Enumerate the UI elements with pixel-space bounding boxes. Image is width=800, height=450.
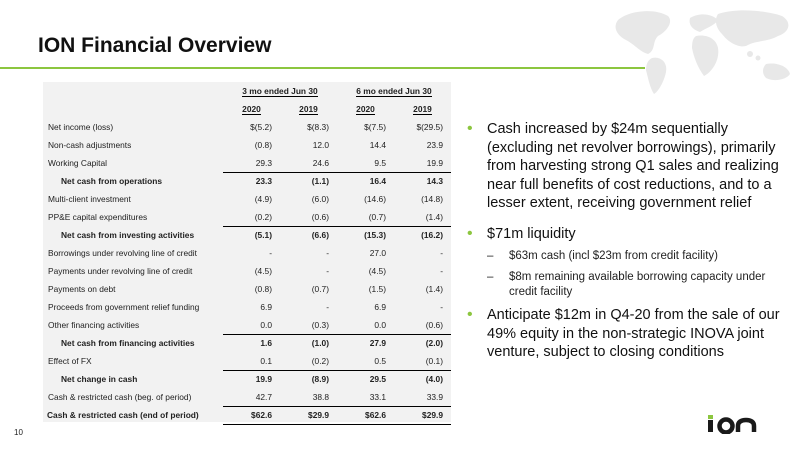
- cash-flow-table: [43, 82, 451, 425]
- year-header: 2019: [299, 104, 318, 114]
- table-row: [43, 226, 451, 244]
- table-row: [43, 118, 451, 136]
- row-value: 6.9: [260, 302, 272, 312]
- row-label: Working Capital: [48, 158, 107, 168]
- row-label: Cash & restricted cash (beg. of period): [48, 392, 192, 402]
- row-value: 0.5: [374, 355, 386, 366]
- table-row: [43, 172, 451, 190]
- world-map-graphic: [600, 2, 800, 97]
- row-value: 23.9: [426, 140, 443, 150]
- table-row: [43, 334, 451, 352]
- row-value: 16.4: [337, 172, 394, 190]
- table-row: [43, 208, 451, 226]
- row-value: 38.8: [312, 391, 329, 402]
- row-value: (4.0): [394, 370, 451, 388]
- year-header: 2020: [242, 104, 261, 114]
- row-value: 27.0: [369, 248, 386, 258]
- row-value: -: [440, 266, 443, 276]
- row-value: (6.0): [311, 194, 329, 204]
- row-label: Non-cash adjustments: [48, 140, 132, 150]
- row-value: 19.9: [426, 157, 443, 168]
- row-value: (14.8): [421, 194, 443, 204]
- table-row: [43, 244, 451, 262]
- sub-bullet-borrowing-capacity: [467, 270, 787, 300]
- row-value: (8.9): [280, 370, 337, 388]
- row-value: (6.6): [280, 226, 337, 244]
- table-row: [43, 298, 451, 316]
- row-value: 14.3: [394, 172, 451, 190]
- title-underline: [0, 67, 645, 69]
- bullet-dot: •: [467, 120, 473, 137]
- row-value: (4.5): [368, 266, 386, 276]
- row-value: 9.5: [374, 157, 386, 168]
- row-value: (2.0): [394, 334, 451, 352]
- row-value: (1.4): [425, 284, 443, 294]
- row-value: $29.9: [394, 406, 451, 424]
- row-label: Other financing activities: [48, 320, 140, 330]
- row-value: (4.9): [254, 194, 272, 204]
- row-label: Multi-client investment: [48, 194, 131, 204]
- table-row: [43, 190, 451, 208]
- sub-bullet-dash: –: [487, 271, 494, 283]
- row-value: -: [326, 248, 329, 258]
- table-row: [43, 352, 451, 370]
- row-value: 0.0: [374, 319, 386, 330]
- row-value: (1.0): [280, 334, 337, 352]
- bullet-text: Anticipate $12m in Q4-20 from the sale of our 49% equity in the non-strategic INOVA joint venture, subject to closing conditions: [487, 307, 780, 360]
- row-value: (16.2): [394, 226, 451, 244]
- row-value: $(8.3): [307, 122, 329, 132]
- row-value: 0.0: [260, 319, 272, 330]
- group-header-3mo: 3 mo ended Jun 30: [242, 86, 318, 96]
- row-value: 6.9: [374, 302, 386, 312]
- row-label: Net change in cash: [61, 374, 138, 384]
- row-value: (0.6): [311, 211, 329, 222]
- row-label: Payments under revolving line of credit: [48, 266, 193, 276]
- table-row: [43, 316, 451, 334]
- row-value: 23.3: [223, 172, 280, 190]
- row-label: Net cash from financing activities: [61, 338, 195, 348]
- row-value: (4.5): [254, 266, 272, 276]
- bullet-text: $71m liquidity: [487, 225, 576, 242]
- bullet-cash-increase: [467, 120, 787, 213]
- group-header-6mo: 6 mo ended Jun 30: [356, 86, 432, 96]
- row-value: (1.4): [425, 211, 443, 222]
- row-label: Cash & restricted cash (end of period): [47, 410, 199, 420]
- table-row: [43, 154, 451, 172]
- row-value: $62.6: [223, 406, 280, 424]
- row-label: Net cash from operations: [61, 176, 162, 186]
- bullet-dot: •: [467, 224, 473, 242]
- row-value: 14.4: [369, 140, 386, 150]
- row-value: 12.0: [312, 140, 329, 150]
- row-value: 33.9: [426, 391, 443, 402]
- sub-bullet-cash: [467, 249, 787, 264]
- year-header: 2019: [413, 104, 432, 114]
- row-value: $(29.5): [416, 122, 443, 132]
- row-value: (0.1): [425, 355, 443, 366]
- table-row: [43, 262, 451, 280]
- row-value: 42.7: [255, 391, 272, 402]
- row-value: $(7.5): [364, 122, 386, 132]
- page-number: 10: [14, 428, 23, 437]
- row-value: (15.3): [337, 226, 394, 244]
- row-value: (1.1): [280, 172, 337, 190]
- cash-flow-table-panel: [43, 82, 451, 422]
- year-header: 2020: [356, 104, 375, 114]
- row-value: (0.8): [254, 284, 272, 294]
- row-value: -: [269, 248, 272, 258]
- row-value: (1.5): [368, 284, 386, 294]
- table-row: [43, 406, 451, 424]
- row-value: 33.1: [369, 391, 386, 402]
- row-value: 19.9: [223, 370, 280, 388]
- row-value: $(5.2): [250, 122, 272, 132]
- table-row: [43, 388, 451, 406]
- sub-bullet-dash: –: [487, 250, 494, 262]
- row-value: -: [326, 266, 329, 276]
- row-label: Effect of FX: [48, 356, 92, 366]
- key-points-list: [467, 120, 787, 362]
- row-value: (0.6): [425, 319, 443, 330]
- row-label: Payments on debt: [48, 284, 116, 294]
- row-value: -: [440, 302, 443, 312]
- row-value: (5.1): [223, 226, 280, 244]
- table-row: [43, 280, 451, 298]
- page-title: ION Financial Overview: [38, 34, 272, 57]
- row-value: 27.9: [337, 334, 394, 352]
- sub-bullet-text: $63m cash (incl $23m from credit facility): [509, 250, 718, 262]
- row-value: $29.9: [280, 406, 337, 424]
- row-label: Net income (loss): [48, 122, 114, 132]
- row-value: 0.1: [260, 355, 272, 366]
- bullet-text: Cash increased by $24m sequentially (excluding net revolver borrowings), primarily from harvesting strong Q1 sales and realizing near full benefits of cost reductions, and to a lesser extent, receiving government relief: [487, 121, 779, 211]
- bullet-liquidity: [467, 225, 787, 244]
- row-value: (0.7): [311, 284, 329, 294]
- row-value: -: [440, 248, 443, 258]
- bullet-inova-sale: [467, 306, 787, 362]
- row-value: (0.2): [254, 211, 272, 222]
- sub-bullet-text: $8m remaining available borrowing capacity under credit facility: [509, 271, 766, 298]
- row-value: $62.6: [337, 406, 394, 424]
- table-row: [43, 136, 451, 154]
- row-label: Net cash from investing activities: [61, 230, 195, 240]
- row-value: -: [326, 302, 329, 312]
- row-label: Proceeds from government relief funding: [48, 302, 200, 312]
- ion-logo: [706, 414, 762, 434]
- row-value: 29.3: [255, 157, 272, 168]
- table-year-header-row: [43, 100, 451, 118]
- table-group-header-row: [43, 82, 451, 100]
- row-value: 29.5: [337, 370, 394, 388]
- table-row: [43, 370, 451, 388]
- row-value: (0.3): [311, 319, 329, 330]
- row-value: 1.6: [223, 334, 280, 352]
- row-label: Borrowings under revolving line of credit: [48, 248, 197, 258]
- row-value: (14.6): [364, 194, 386, 204]
- row-value: (0.2): [311, 355, 329, 366]
- row-value: (0.8): [254, 140, 272, 150]
- row-value: (0.7): [368, 211, 386, 222]
- row-label: PP&E capital expenditures: [48, 212, 148, 222]
- row-value: 24.6: [312, 157, 329, 168]
- bullet-dot: •: [467, 306, 473, 323]
